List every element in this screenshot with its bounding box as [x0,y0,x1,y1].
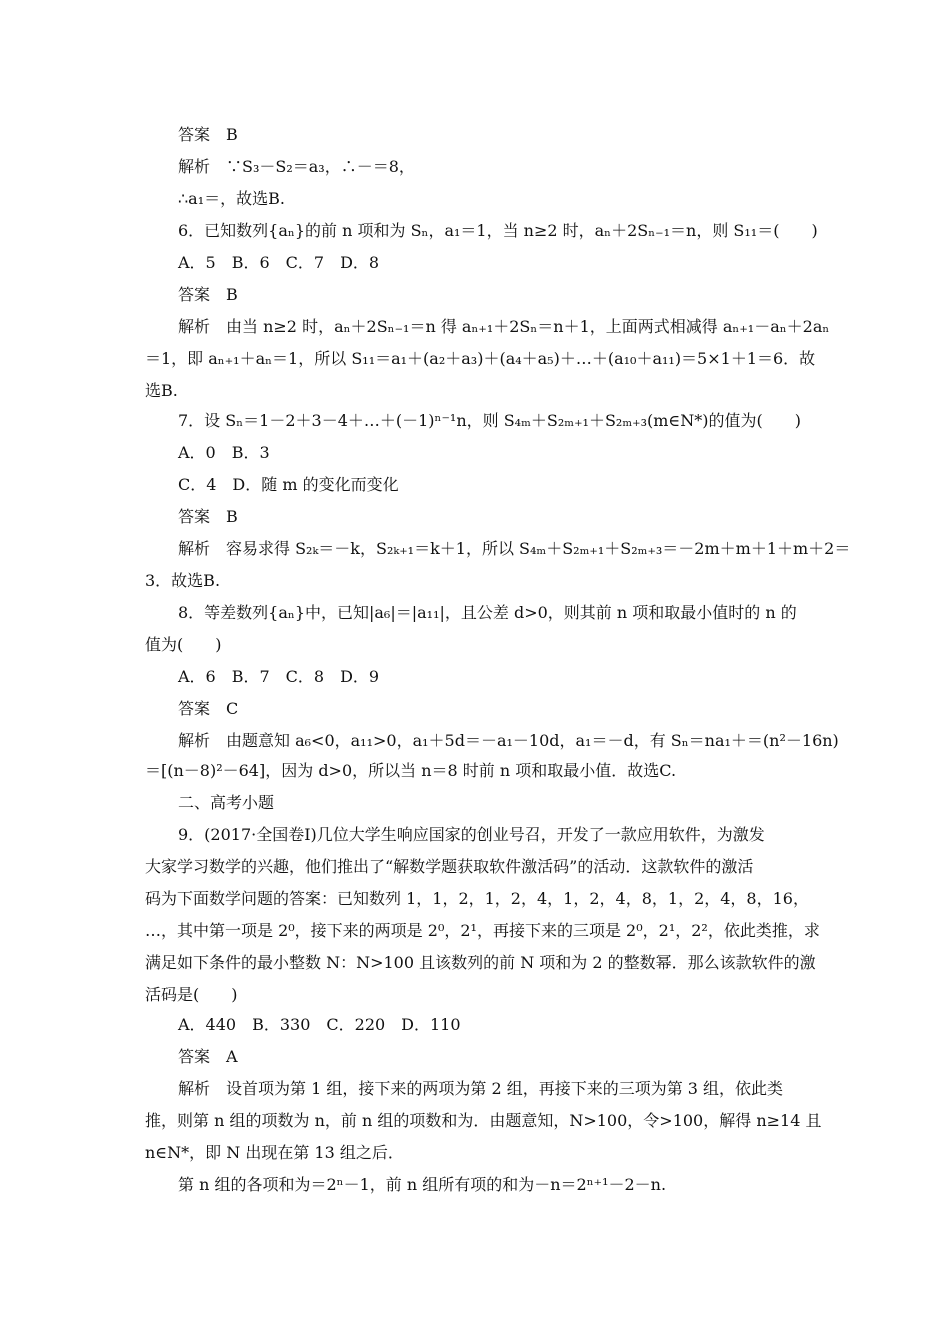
text-line: 解析 ∵S₃－S₂＝a₃，∴－＝8， [178,157,415,176]
question-9-stem-cont: 满足如下条件的最小整数 N：N>100 且该数列的前 N 项和为 2 的整数幂．那么该款软件的激 [145,953,816,972]
solution-8: 解析 由题意知 a₆<0，a₁₁>0，a₁＋5d＝－a₁－10d，a₁＝－d，有 Sₙ＝na₁＋＝(n²－16n) [178,731,839,750]
answer-9: 答案 A [178,1047,238,1066]
question-9-options: A．440 B．330 C．220 D．110 [178,1015,461,1034]
answer-8: 答案 C [178,699,239,718]
answer-6: 答案 B [178,285,238,304]
section-heading: 二、高考小题 [178,793,275,812]
question-8-stem: 8．等差数列{aₙ}中，已知|a₆|＝|a₁₁|，且公差 d>0，则其前 n 项和取最小值时的 n 的 [178,603,797,622]
question-6-stem: 6．已知数列{aₙ}的前 n 项和为 Sₙ，a₁＝1，当 n≥2 时，aₙ＋2Sₙ₋₁＝n，则 S₁₁＝( ) [178,221,818,240]
solution-9: 解析 设首项为第 1 组，接下来的两项为第 2 组，再接下来的三项为第 3 组，依此类 [178,1079,784,1098]
solution-7: 解析 容易求得 S₂ₖ＝－k，S₂ₖ₊₁＝k＋1，所以 S₄ₘ＋S₂ₘ₊₁＋S₂ₘ₊₃＝－2m＋m＋1＋m＋2＝ [178,539,851,558]
question-9-stem-cont: …，其中第一项是 2⁰，接下来的两项是 2⁰，2¹，再接下来的三项是 2⁰，2¹，2²，依此类推，求 [145,921,820,940]
solution-8-cont: ＝[(n－8)²－64]，因为 d>0，所以当 n＝8 时前 n 项和取最小值．故选C. [145,761,677,780]
solution-7-cont: 3．故选B. [145,571,221,590]
question-7-options: C．4 D．随 m 的变化而变化 [178,475,399,494]
question-6-options: A．5 B．6 C．7 D．8 [178,253,380,272]
question-7-options: A．0 B．3 [178,443,270,462]
solution-9-cont: 第 n 组的各项和为＝2ⁿ－1，前 n 组所有项的和为－n＝2ⁿ⁺¹－2－n. [178,1175,667,1194]
text-line: 答案 B [178,125,238,144]
question-9-stem-cont: 码为下面数学问题的答案：已知数列 1，1，2，1，2，4，1，2，4，8，1，2，4，8，16， [145,889,809,908]
question-8-stem-cont: 值为( ) [145,635,222,654]
answer-7: 答案 B [178,507,238,526]
solution-6-cont: ＝1，即 aₙ₊₁＋aₙ＝1，所以 S₁₁＝a₁＋(a₂＋a₃)＋(a₄＋a₅)＋…＋(a₁₀＋a₁₁)＝5×1＋1＝6．故 [145,349,816,368]
solution-6-cont: 选B. [145,381,178,400]
solution-6: 解析 由当 n≥2 时，aₙ＋2Sₙ₋₁＝n 得 aₙ₊₁＋2Sₙ＝n＋1，上面两式相减得 aₙ₊₁－aₙ＋2aₙ [178,317,830,336]
question-8-options: A．6 B．7 C．8 D．9 [178,667,380,686]
text-line: ∴a₁＝，故选B. [178,189,285,208]
question-9-stem-cont: 活码是( ) [145,985,238,1004]
question-7-stem: 7．设 Sₙ＝1－2＋3－4＋…＋(－1)ⁿ⁻¹n，则 S₄ₘ＋S₂ₘ₊₁＋S₂ₘ₊₃(m∈N*)的值为( ) [178,411,801,430]
question-9-stem-cont: 大家学习数学的兴趣，他们推出了“解数学题获取软件激活码”的活动．这款软件的激活 [145,857,754,876]
solution-9-cont: 推，则第 n 组的项数为 n，前 n 组的项数和为．由题意知，N>100，令>100，解得 n≥14 且 [145,1111,822,1130]
question-9-stem: 9．(2017·全国卷Ⅰ)几位大学生响应国家的创业号召，开发了一款应用软件，为激发 [178,825,765,844]
solution-9-cont: n∈N*，即 N 出现在第 13 组之后． [145,1143,404,1162]
